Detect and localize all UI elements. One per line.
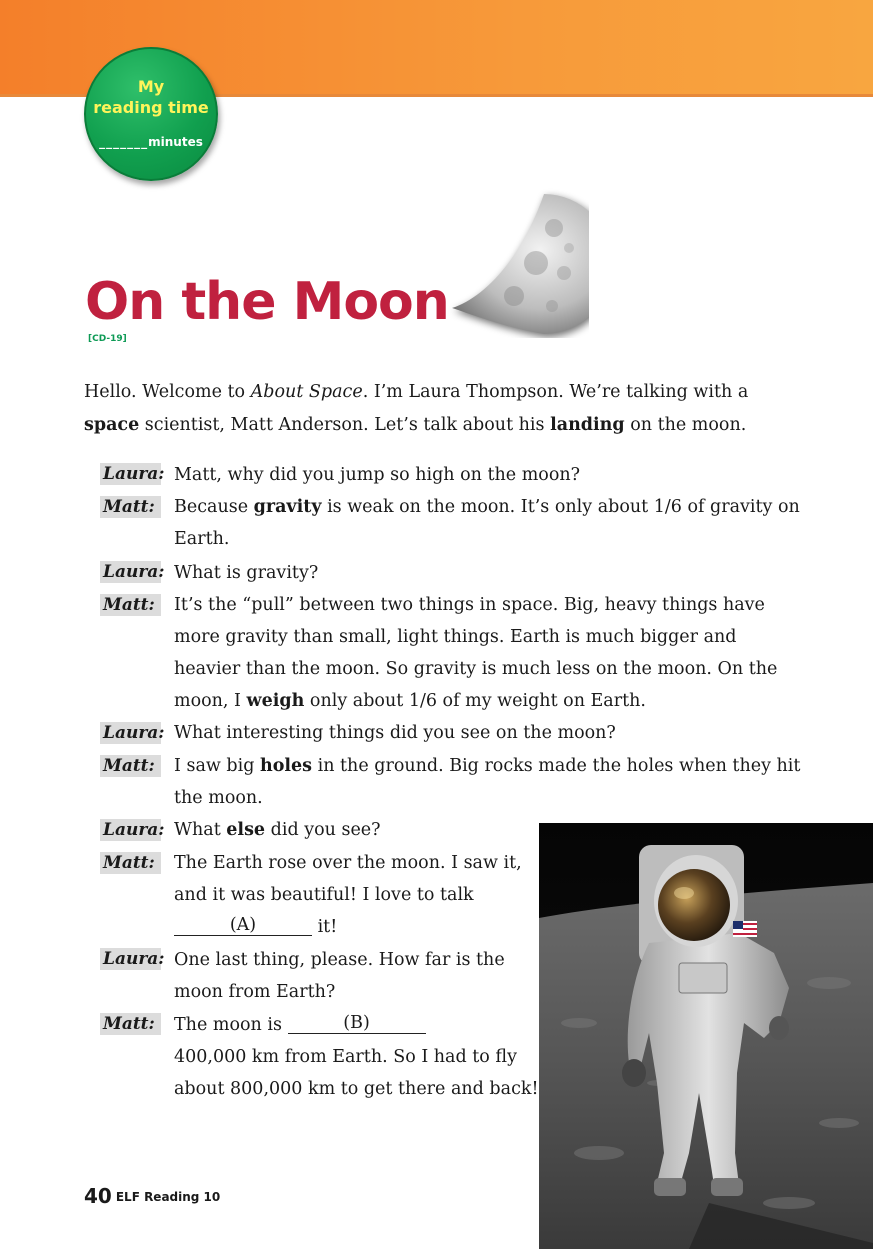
- dialogue-line: Earth.: [174, 529, 230, 549]
- reading-time-badge: [84, 47, 218, 181]
- book-title: ELF Reading 10: [115, 1190, 221, 1204]
- speaker-laura: Laura:: [100, 463, 161, 485]
- dialogue-line: Because gravity is weak on the moon. It’s only about 1/6 of gravity on: [174, 497, 800, 517]
- speaker-matt: Matt:: [100, 594, 161, 616]
- dialogue-line: The moon is (B): [174, 1015, 426, 1036]
- dialogue-line: What else did you see?: [174, 820, 381, 840]
- dialogue-line: moon, I weigh only about 1/6 of my weight on Earth.: [174, 691, 646, 711]
- page-number: 40: [84, 1184, 112, 1208]
- dialogue-line: I saw big holes in the ground. Big rocks made the holes when they hit: [174, 756, 801, 776]
- dialogue-line: moon from Earth?: [174, 982, 336, 1002]
- dialogue-line: more gravity than small, light things. Earth is much bigger and: [174, 627, 737, 647]
- dialogue-line: about 800,000 km to get there and back!: [174, 1079, 539, 1099]
- badge-blank: _______: [99, 135, 149, 149]
- badge-line2: reading time: [93, 98, 209, 117]
- astronaut-on-moon-photo: [539, 823, 873, 1249]
- blank-b: (B): [288, 1013, 426, 1034]
- speaker-matt: Matt:: [100, 852, 161, 874]
- badge-unit: minutes: [148, 135, 203, 149]
- vocab-landing: landing: [550, 415, 625, 435]
- speaker-laura: Laura:: [100, 561, 161, 583]
- vocab-weigh: weigh: [246, 691, 305, 711]
- show-name: About Space: [250, 382, 363, 402]
- speaker-matt: Matt:: [100, 755, 161, 777]
- dialogue-line: It’s the “pull” between two things in space. Big, heavy things have: [174, 595, 765, 615]
- dialogue-line: (A) it!: [174, 917, 337, 938]
- vocab-gravity: gravity: [253, 497, 322, 517]
- dialogue-line: and it was beautiful! I love to talk: [174, 885, 474, 905]
- intro-paragraph: [84, 376, 804, 442]
- speaker-matt: Matt:: [100, 496, 161, 518]
- half-moon-image: [444, 188, 589, 338]
- dialogue-line: The Earth rose over the moon. I saw it,: [174, 853, 522, 873]
- vocab-else: else: [226, 820, 266, 840]
- dialogue-line: 400,000 km from Earth. So I had to fly: [174, 1047, 517, 1067]
- page-title: On the Moon: [85, 272, 449, 332]
- dialogue-line: One last thing, please. How far is the: [174, 950, 505, 970]
- vocab-space: space: [84, 415, 140, 435]
- dialogue-line: What interesting things did you see on the moon?: [174, 723, 616, 743]
- vocab-holes: holes: [260, 756, 313, 776]
- intro-text: Hello. Welcome to: [84, 382, 251, 402]
- speaker-matt: Matt:: [100, 1013, 161, 1035]
- badge-line1: My: [137, 77, 165, 96]
- badge-minutes: [86, 135, 216, 149]
- dialogue-line: the moon.: [174, 788, 263, 808]
- intro-text: . I’m Laura Thompson. We’re talking with a: [362, 382, 749, 402]
- speaker-laura: Laura:: [100, 819, 161, 841]
- cd-track-code: [CD-19]: [88, 334, 127, 344]
- speaker-laura: Laura:: [100, 722, 161, 744]
- dialogue-line: What is gravity?: [174, 563, 319, 583]
- dialogue-line: Matt, why did you jump so high on the moon?: [174, 465, 581, 485]
- blank-a: (A): [174, 915, 312, 936]
- dialogue-line: heavier than the moon. So gravity is much less on the moon. On the: [174, 659, 778, 679]
- intro-text: scientist, Matt Anderson. Let’s talk about his: [139, 415, 551, 435]
- intro-text: on the moon.: [624, 415, 747, 435]
- speaker-laura: Laura:: [100, 948, 161, 970]
- page-footer: [84, 1184, 220, 1208]
